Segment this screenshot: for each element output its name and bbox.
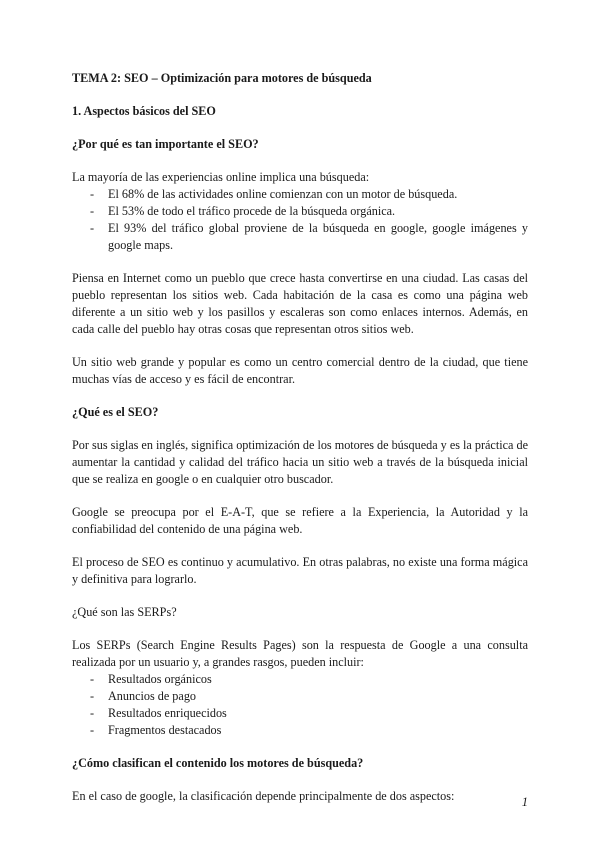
mall-paragraph: Un sitio web grande y popular es como un centro comercial dentro de la ciudad, que tiene muchas vías de acceso y es fácil de encontrar.	[72, 355, 528, 386]
document-page	[72, 70, 528, 805]
process-paragraph: El proceso de SEO es continuo y acumulativo. En otras palabras, no existe una forma mágica y definitiva para lograrlo.	[72, 555, 528, 586]
dash-bullet: -	[90, 187, 95, 201]
classify-paragraph: En el caso de google, la clasificación depende principalmente de dos aspectos:	[72, 789, 455, 803]
dash-bullet: -	[90, 723, 95, 737]
analogy-paragraph: Piensa en Internet como un pueblo que crece hasta convertirse en una ciudad. Las casas del pueblo representan los sitios web. Cada habitación de la casa es como una página web diferente a un sitio web y los pasillos y escaleras son como enlaces internos. Además, en cada calle del pueblo hay otras cosas que representan otros sitios web.	[72, 271, 528, 336]
question-heading-importance: ¿Por qué es tan importante el SEO?	[72, 137, 259, 151]
list-item-text: El 53% de todo el tráfico procede de la búsqueda orgánica.	[108, 204, 396, 218]
stats-list	[72, 186, 528, 254]
list-item-text: Fragmentos destacados	[108, 723, 222, 737]
dash-bullet: -	[90, 204, 95, 218]
list-item-text: Resultados enriquecidos	[108, 706, 227, 720]
list-item	[72, 671, 528, 688]
serps-list	[72, 671, 528, 739]
list-item-text: El 68% de las actividades online comienzan con un motor de búsqueda.	[108, 187, 458, 201]
list-item	[72, 203, 528, 220]
list-item	[72, 186, 528, 203]
list-item	[72, 722, 528, 739]
question-heading-classify: ¿Cómo clasifican el contenido los motores de búsqueda?	[72, 756, 364, 770]
list-item	[72, 705, 528, 722]
document-title: TEMA 2: SEO – Optimización para motores de búsqueda	[72, 71, 372, 85]
list-item-text: Anuncios de pago	[108, 689, 197, 703]
list-item	[72, 688, 528, 705]
dash-bullet: -	[90, 672, 95, 686]
list-item-text: El 93% del tráfico global proviene de la búsqueda en google, google imágenes y google maps.	[108, 221, 528, 252]
dash-bullet: -	[90, 689, 95, 703]
intro-line: La mayoría de las experiencias online implica una búsqueda:	[72, 170, 370, 184]
section-heading-basics: 1. Aspectos básicos del SEO	[72, 104, 216, 118]
dash-bullet: -	[90, 221, 95, 235]
list-item	[72, 220, 528, 254]
serps-paragraph: Los SERPs (Search Engine Results Pages) son la respuesta de Google a una consulta realizada por un usuario y, a grandes rasgos, pueden incluir:	[72, 638, 528, 669]
definition-paragraph: Por sus siglas en inglés, significa optimización de los motores de búsqueda y es la práctica de aumentar la cantidad y calidad del tráfico hacia un sitio web a través de la búsqueda inicial que se realiza en google o en cualquier otro buscador.	[72, 438, 528, 486]
eat-paragraph: Google se preocupa por el E-A-T, que se refiere a la Experiencia, la Autoridad y la confiabilidad del contenido de una página web.	[72, 505, 528, 536]
dash-bullet: -	[90, 706, 95, 720]
question-heading-what-is: ¿Qué es el SEO?	[72, 405, 159, 419]
page-number: 1	[521, 795, 528, 809]
list-item-text: Resultados orgánicos	[108, 672, 212, 686]
question-serps: ¿Qué son las SERPs?	[72, 605, 177, 619]
